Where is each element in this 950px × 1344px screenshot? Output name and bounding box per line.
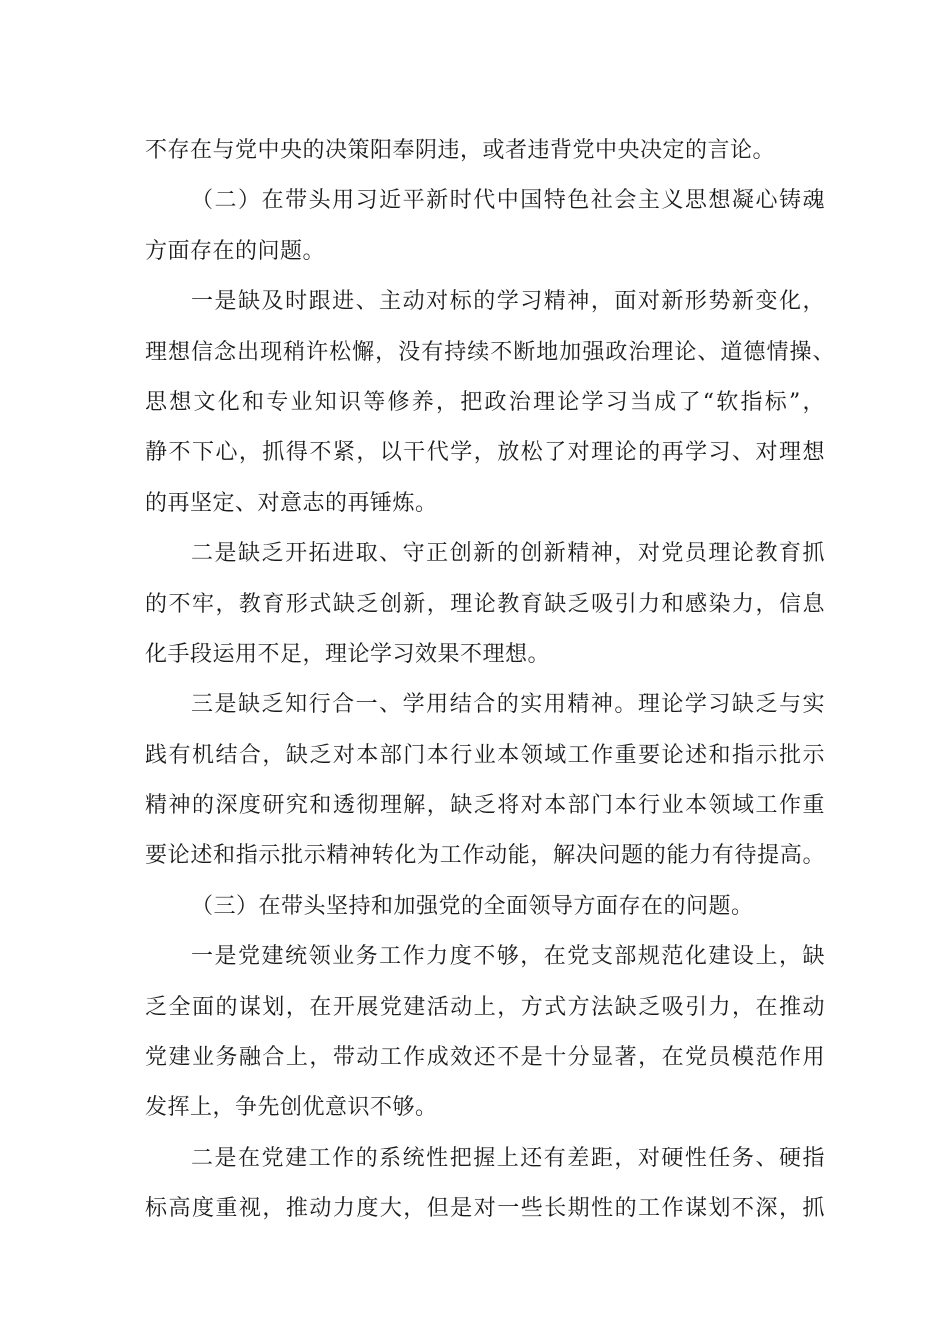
section-heading-3: （三）在带头坚持和加强党的全面领导方面存在的问题。 [191, 893, 754, 919]
text-line-1: 不存在与党中央的决策阳奉阴违，或者违背党中央决定的言论。 [145, 138, 776, 163]
document-body [145, 133, 835, 1242]
section-heading-2: （二）在带头用习近平新时代中国特色社会主义思想凝心铸魂 [191, 188, 825, 214]
text-line-3: 方面存在的问题。 [145, 238, 326, 264]
text-line-12: 三是缺乏知行合一、学用结合的实用精神。理论学习缺乏与实 [191, 692, 825, 718]
text-line-14: 精神的深度研究和透彻理解，缺乏将对本部门本行业本领域工作重 [145, 793, 825, 819]
text-line-10: 的不牢，教育形式缺乏创新，理论教育缺乏吸引力和感染力，信息 [145, 591, 825, 617]
text-line-21: 二是在党建工作的系统性把握上还有差距，对硬性任务、硬指 [191, 1145, 825, 1171]
text-line-18: 乏全面的谋划，在开展党建活动上，方式方法缺乏吸引力，在推动 [145, 994, 825, 1020]
text-line-5: 理想信念出现稍许松懈，没有持续不断地加强政治理论、道德情操、 [145, 339, 835, 365]
text-line-4: 一是缺及时跟进、主动对标的学习精神，面对新形势新变化， [191, 289, 825, 315]
text-line-15: 要论述和指示批示精神转化为工作动能，解决问题的能力有待提高。 [145, 843, 825, 869]
text-line-22: 标高度重视，推动力度大，但是对一些长期性的工作谋划不深，抓 [145, 1196, 825, 1222]
text-line-17: 一是党建统领业务工作力度不够，在党支部规范化建设上，缺 [191, 944, 825, 970]
text-line-6: 思想文化和专业知识等修养，把政治理论学习当成了“软指标”， [145, 389, 825, 415]
text-line-11: 化手段运用不足，理论学习效果不理想。 [145, 641, 551, 667]
text-line-13: 践有机结合，缺乏对本部门本行业本领域工作重要论述和指示批示 [145, 742, 825, 768]
text-line-19: 党建业务融合上，带动工作成效还不是十分显著，在党员模范作用 [145, 1045, 825, 1071]
text-line-20: 发挥上，争先创优意识不够。 [145, 1095, 438, 1121]
text-line-7: 静不下心，抓得不紧，以干代学，放松了对理论的再学习、对理想 [145, 440, 825, 466]
text-line-8: 的再坚定、对意志的再锤炼。 [145, 490, 438, 516]
text-line-9: 二是缺乏开拓进取、守正创新的创新精神，对党员理论教育抓 [191, 541, 825, 567]
